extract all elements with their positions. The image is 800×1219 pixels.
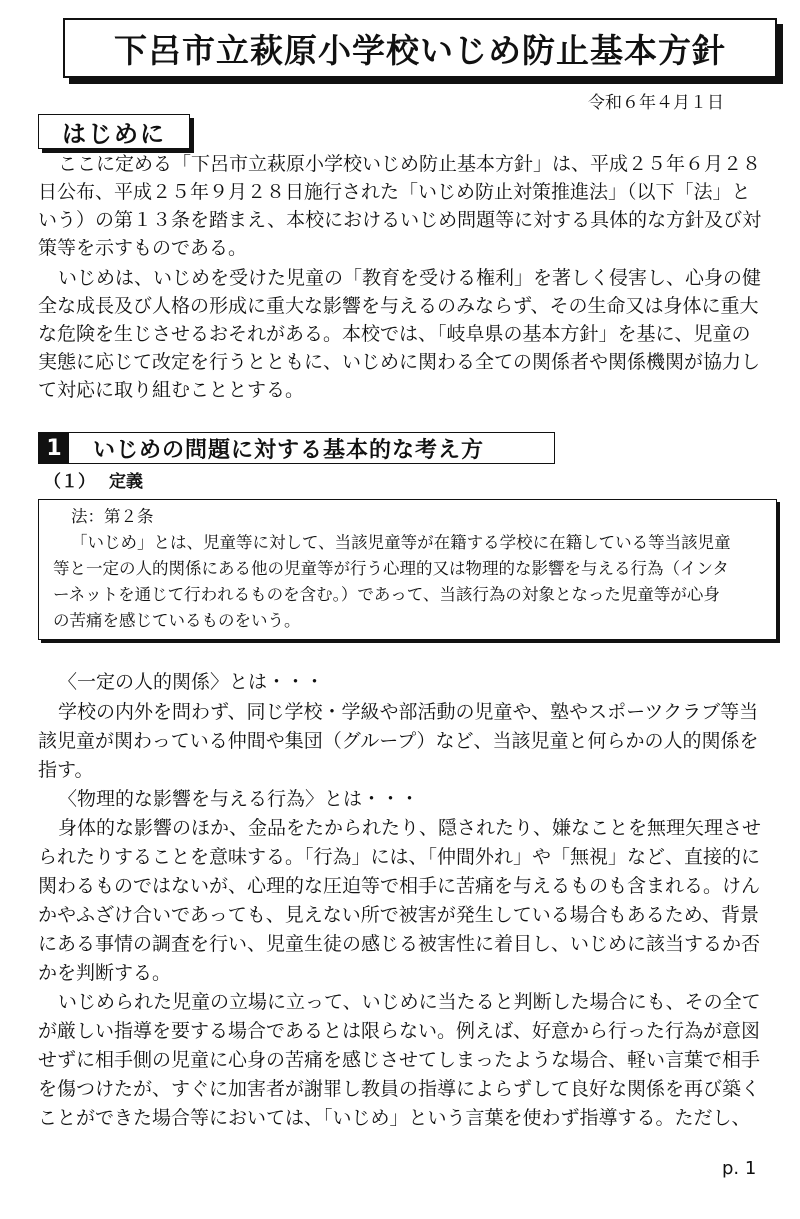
body-line: せずに相手側の児童に心身の苦痛を感じさせてしまったような場合、軽い言葉で相手 <box>38 1049 761 1071</box>
intro-heading-box <box>38 114 190 149</box>
body-line: にある事情の調査を行い、児童生徒の感じる被害性に着目し、いじめに該当するか否 <box>38 933 761 955</box>
body-line: 〈一定の人的関係〉とは・・・ <box>58 671 325 693</box>
body-line: 該児童が関わっている仲間や集団（グループ）など、当該児童と何らかの人的関係を <box>38 730 759 752</box>
intro-line: 策等を示すものである。 <box>38 237 248 259</box>
page-title: 下呂市立萩原小学校いじめ防止基本方針 <box>114 30 726 70</box>
body-line: を傷つけたが、すぐに加害者が謝罪し教員の指導によらずして良好な関係を再び築く <box>38 1078 761 1100</box>
body-line: 身体的な影響のほか、金品をたかられたり、隠されたり、嫌なことを無理矢理させ <box>58 817 762 839</box>
title-box <box>63 18 777 78</box>
body-line: 学校の内外を問わず、同じ学校・学級や部活動の児童や、塾やスポーツクラブ等当 <box>58 701 759 723</box>
intro-line: 全な成長及び人格の形成に重大な影響を与えるのみならず、その生命又は身体に重大 <box>38 295 759 317</box>
body-line: 関わるものではないが、心理的な圧迫等で相手に苦痛を与えるものも含まれる。けん <box>38 875 761 897</box>
page-number: p. 1 <box>722 1158 757 1179</box>
body-line: いじめられた児童の立場に立って、いじめに当たると判断した場合にも、その全て <box>58 991 761 1013</box>
body-line: ことができた場合等においては、「いじめ」という言葉を使わず指導する。ただし、 <box>38 1107 751 1129</box>
subsection-number: （１） <box>44 472 95 492</box>
intro-line: て対応に取り組むこととする。 <box>38 379 305 401</box>
intro-line: 実態に応じて改定を行うとともに、いじめに関わる全ての関係者や関係機関が協力し <box>38 351 761 373</box>
law-line: ーネットを通じて行われるものを含む。）であって、当該行為の対象となった児童等が心身 <box>53 585 720 604</box>
section-heading-box <box>38 432 555 464</box>
document-date: 令和６年４月１日 <box>588 93 724 113</box>
body-line: が厳しい指導を要する場合であるとは限らない。例えば、好意から行った行為が意図 <box>38 1020 761 1042</box>
intro-line: 日公布、平成２５年９月２８日施行された「いじめ防止対策推進法」（以下「法」と <box>38 181 751 203</box>
subsection-label: 定義 <box>109 472 143 492</box>
law-line: 等と一定の人的関係にある他の児童等が行う心理的又は物理的な影響を与える行為（インタ <box>53 559 729 578</box>
subsection-heading <box>44 467 143 492</box>
body-line: 〈物理的な影響を与える行為〉とは・・・ <box>58 788 420 810</box>
intro-line: な危険を生じさせるおそれがある。本校では、「岐阜県の基本方針」を基に、児童の <box>38 323 751 345</box>
law-quote-box <box>38 499 777 640</box>
intro-line: いう）の第１３条を踏まえ、本校におけるいじめ問題等に対する具体的な方針及び対 <box>38 209 762 231</box>
intro-line: ここに定める「下呂市立萩原小学校いじめ防止基本方針」は、平成２５年６月２８ <box>58 153 762 175</box>
law-line: の苦痛を感じているものをいう。 <box>53 611 301 630</box>
body-line: かを判断する。 <box>38 962 172 984</box>
intro-line: いじめは、いじめを受けた児童の「教育を受ける権利」を著しく侵害し、心身の健 <box>58 267 762 289</box>
law-line: 「いじめ」とは、児童等に対して、当該児童等が在籍する学校に在籍している等当該児童 <box>71 533 731 552</box>
intro-heading: はじめに <box>62 120 166 148</box>
body-line: 指す。 <box>38 759 94 781</box>
body-line: られたりすることを意味する。「行為」には、「仲間外れ」や「無視」など、直接的に <box>38 846 761 868</box>
section-heading: いじめの問題に対する基本的な考え方 <box>93 437 485 463</box>
section-number: 1 <box>39 433 69 463</box>
body-line: かやふざけ合いであっても、見えない所で被害が発生している場合もあるため、背景 <box>38 904 760 926</box>
law-article-label: 法：第２条 <box>71 507 154 526</box>
